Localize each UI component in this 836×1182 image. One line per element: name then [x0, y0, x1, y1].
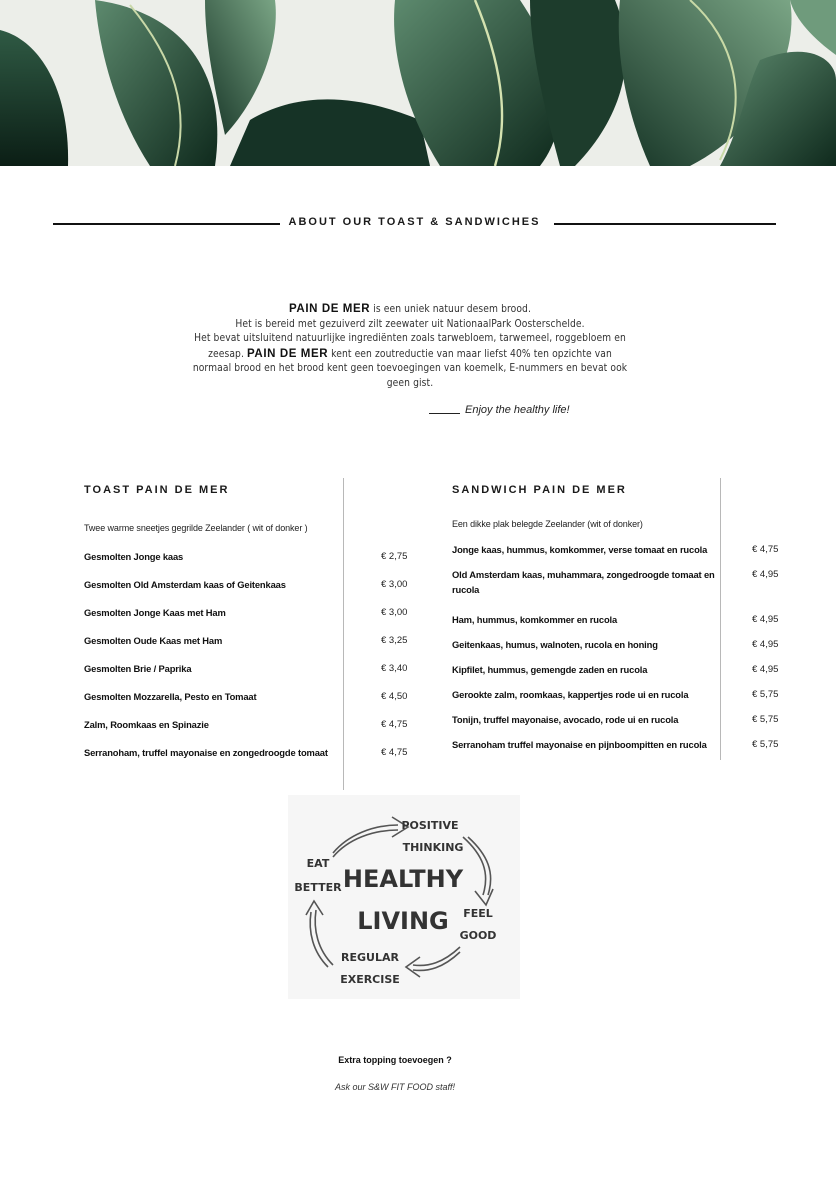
menu-item-name: Jonge kaas, hummus, komkommer, verse tomaat en rucola	[452, 544, 708, 555]
tagline: Enjoy the healthy life!	[429, 404, 570, 416]
menu-item-name: Gesmolten Old Amsterdam kaas of Geitenkaas	[84, 579, 286, 590]
menu-item-name: Gerookte zalm, roomkaas, kappertjes rode ui en rucola	[452, 689, 689, 700]
cycle-arrows-icon	[288, 795, 520, 999]
menu-item-price: € 5,75	[752, 714, 779, 725]
menu-item-price: € 3,00	[381, 607, 408, 618]
extra-topping-question: Extra topping toevoegen ?	[338, 1055, 452, 1065]
rubber-plant-leaves-photo	[0, 0, 836, 166]
ask-staff-note: Ask our S&W FIT FOOD staff!	[334, 1082, 455, 1092]
healthy-label: HEALTHY	[342, 865, 464, 893]
regular-label: REGULAR	[341, 951, 399, 964]
menu-item-price: € 3,40	[381, 663, 408, 674]
exercise-label: EXERCISE	[340, 973, 400, 986]
feel-label: FEEL	[463, 907, 493, 920]
menu-item-price: € 4,75	[381, 719, 408, 730]
menu-item-price: € 5,75	[752, 689, 779, 700]
toast-subtitle: Twee warme sneetjes gegrilde Zeelander ( wit of donker )	[84, 523, 308, 533]
living-label: LIVING	[357, 907, 449, 935]
good-label: GOOD	[459, 929, 497, 942]
menu-item-name: Geitenkaas, humus, walnoten, rucola en honing	[452, 639, 658, 650]
menu-item-price: € 4,50	[381, 691, 408, 702]
menu-item-price: € 4,95	[752, 639, 779, 650]
menu-item-price: € 3,00	[381, 579, 408, 590]
menu-item-name: Gesmolten Mozzarella, Pesto en Tomaat	[84, 691, 257, 702]
brand-name: PAIN DE MER	[289, 303, 371, 315]
menu-item-price: € 4,95	[752, 569, 779, 580]
menu-item-price: € 3,25	[381, 635, 408, 646]
menu-item-price: € 4,95	[752, 614, 779, 625]
positive-label: POSITIVE	[401, 819, 459, 832]
divider-right	[554, 223, 776, 225]
section-heading	[53, 216, 776, 232]
menu-item-name: Gesmolten Jonge Kaas met Ham	[84, 607, 226, 618]
column-divider	[720, 478, 721, 760]
menu-item-name: Zalm, Roomkaas en Spinazie	[84, 719, 209, 730]
section-title: ABOUT OUR TOAST & SANDWICHES	[288, 216, 541, 228]
svg-text:THINKING: THINKING	[402, 841, 464, 854]
menu-item-price: € 5,75	[752, 739, 779, 750]
header-leaves-image	[0, 0, 836, 166]
menu-item-name: Serranoham truffel mayonaise en pijnboompitten en rucola	[452, 739, 707, 750]
intro-paragraph: PAIN DE MER is een uniek natuur desem brood. Het is bereid met gezuiverd zilt zeewater uit NationaalPark Oosterschelde. Het bevat uitsluitend natuurlijke ingrediënten zoals tarwebloem, tarwemeel, roggebloem en zeesap. PAIN DE MER kent een zoutreductie van maar liefst 40% ten opzichte van normaal brood en het brood kent geen toevoegingen van koemelk, E-nummers en bevat ook geen gist.	[192, 303, 628, 389]
menu-item-name: Serranoham, truffel mayonaise en zongedroogde tomaat	[84, 747, 328, 758]
menu-item-name: Ham, hummus, komkommer en rucola	[452, 614, 618, 625]
menu-item-name: Kipfilet, hummus, gemengde zaden en rucola	[452, 664, 648, 675]
eat-label: EAT	[306, 857, 330, 870]
tagline-dash	[429, 413, 460, 414]
menu-item-price: € 4,75	[381, 747, 408, 758]
healthy-living-illustration	[288, 795, 520, 999]
menu-item-price: € 4,95	[752, 664, 779, 675]
menu-item-name: Gesmolten Brie / Paprika	[84, 663, 192, 674]
menu-item-price: € 4,75	[752, 544, 779, 555]
toast-title: TOAST PAIN DE MER	[84, 484, 230, 496]
menu-item-price: € 2,75	[381, 551, 408, 562]
menu-item-name: Gesmolten Oude Kaas met Ham	[84, 635, 223, 646]
menu-item-name: Old Amsterdam kaas, muhammara, zongedroogde tomaat en rucola	[452, 569, 715, 595]
menu-item-name: Tonijn, truffel mayonaise, avocado, rode ui en rucola	[452, 714, 679, 725]
sandwich-title: SANDWICH PAIN DE MER	[452, 484, 627, 496]
sandwich-subtitle: Een dikke plak belegde Zeelander (wit of donker)	[452, 519, 643, 529]
column-divider	[343, 478, 344, 790]
brand-name: PAIN DE MER	[247, 347, 329, 360]
better-label: BETTER	[294, 881, 342, 894]
menu-item-name: Gesmolten Jonge kaas	[84, 551, 184, 562]
